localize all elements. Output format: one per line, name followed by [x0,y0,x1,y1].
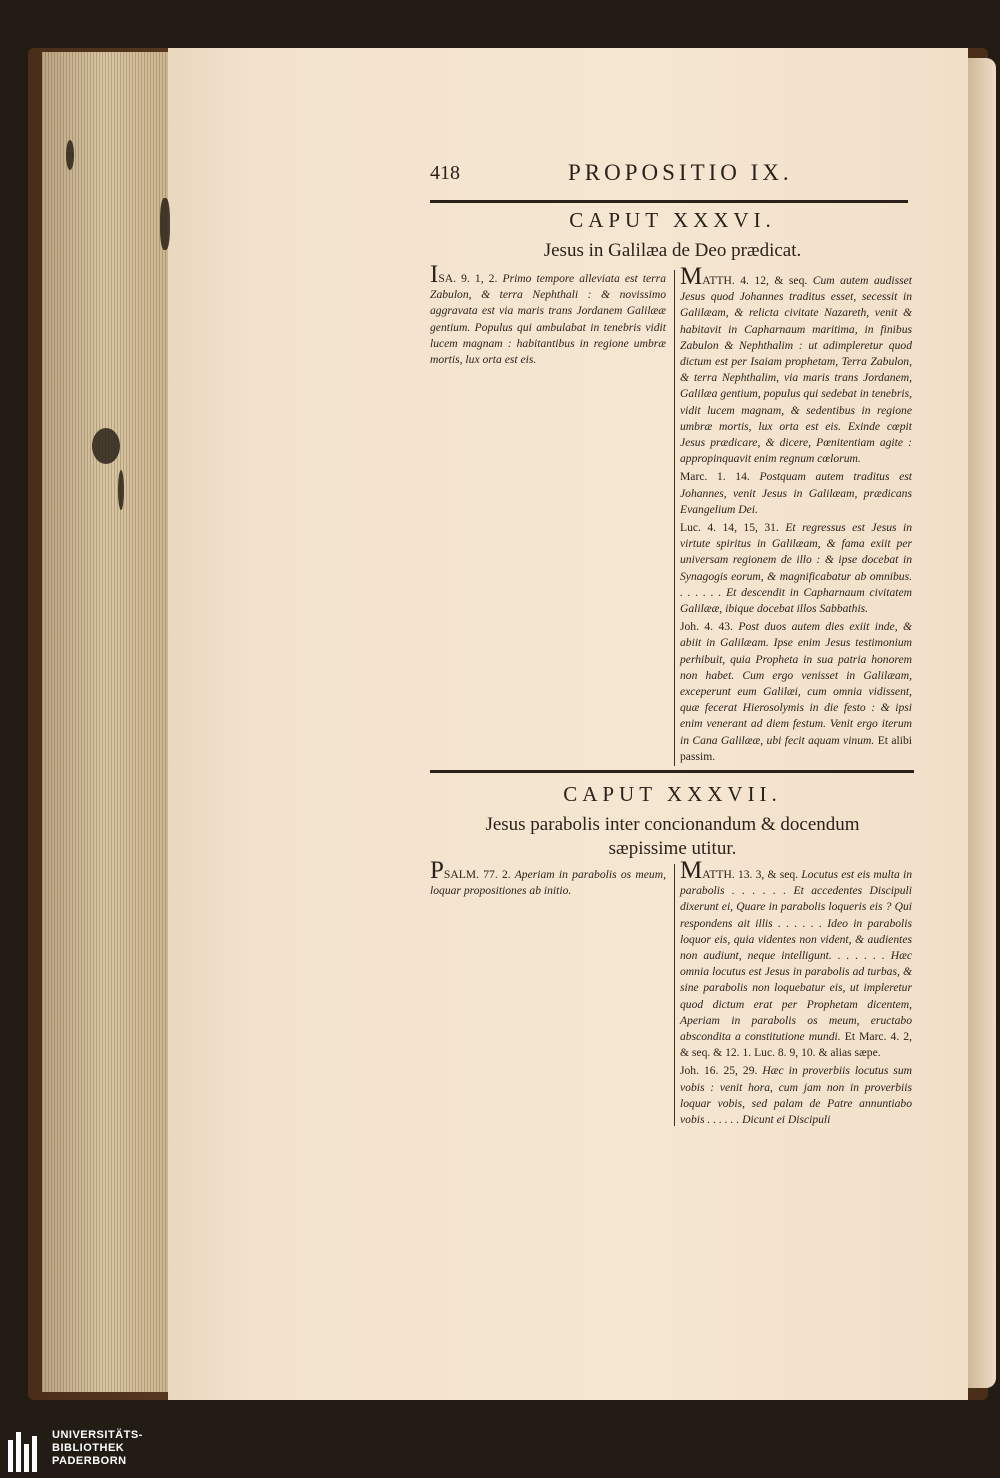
verse-reference: Marc. 1. 14. [680,470,750,484]
library-logo-text [52,1429,143,1468]
ink-stain [118,470,124,510]
verse-text: Locutus est eis multa in parabolis . . . . . . Et accedentes Discipuli dixerunt ei, Quare in parabolis loqueris eis ? Qui respondens ait illis . . . . . . Ideo in parabolis loquor eis, quia videntes non vident, & audientes non audiunt, neque intelligunt. . . . . . . Hæc omnia locutus est Jesus in parabolis ad turbas, & sine parabolis non loquebatur eis, ut impleretur quod dictum erat per Prophetam dicentem, Aperiam in parabolis os meum, eructabo abscondita a constitutione mundi. [680,868,912,1044]
ink-stain [92,428,120,464]
facing-page-edge [968,58,996,1388]
verse-reference: ATTH. 4. 12, & seq. [702,274,808,287]
verse-text: Cum autem audisset Jesus quod Johannes traditus esset, secessit in Galilæam, & relicta civitate Nazareth, venit & habitavit in Capharnaum maritima, in finibus Zabulon & Nephthalim : ut adimpleretur quod dictum est per Isaiam prophetam, Terra Zabulon, & terra Nephthalim, via maris trans Jordanem, Galilæa gentium, populus qui sedebat in tenebris, vidit lucem magnam, & sedentibus in regione umbræ mortis, lux orta est eis. Exinde cœpit Jesus prædicare, & dicere, Pœnitentiam agite : appropinquavit enim regnum cœlorum. [680,274,912,466]
verse-text: Et regressus est Jesus in virtute spiritus in Galilæam, & fama exiit per universam regionem de illo : & ipse docebat in Synagogis eorum, & magnificabatur ab omnibus. . . . . . . Et descendit in Capharnaum civitatem Galilææ, ibique docebat illos Sabbathis. [680,521,912,616]
chapter-36-left-column [430,261,666,370]
column-divider [674,270,675,766]
verse-entry [680,1063,912,1128]
verse-text: Post duos autem dies exiit inde, & abiit in Galilæam. Ipse enim Jesus testimonium perhibuit, quia Propheta in sua patria honorem non habet. Cum ergo venisset in Galilæam, exceperunt eum Galilæi, cum omnia vidissent, quæ fecerat Hierosolymis in die festo : & ipsi enim venerant ad diem festum. Venit ergo iterum in Cana Galilææ, ubi fecit aquam vinum. [680,620,913,747]
verse-entry [680,619,912,765]
chapter-37-left-column [430,857,666,901]
verse-reference: Joh. 4. 43. [680,620,733,634]
page-number: 418 [430,162,460,184]
logo-line-1: UNIVERSITÄTS- [52,1429,143,1441]
verse-entry [680,857,913,1061]
verse-reference: ATTH. 13. 3, & seq. [702,868,799,881]
chapter-rule [430,770,914,773]
ink-stain [66,140,74,170]
verse-text: Primo tempore alleviata est terra Zabulon, & terra Nephthali : & novissimo aggravata est via maris trans Jordanem Galilææ gentium. Populus qui ambulabat in tenebris vidit lucem magnam : habitantibus in regione umbræ mortis, lux orta est eis. [430,272,666,367]
verse-reference: Luc. 4. 14, 15, 31. [680,521,779,535]
library-logo-icon [8,1430,44,1472]
running-head [430,160,910,194]
verse-text: Hæc in proverbiis locutus sum vobis : venit hora, cum jam non in proverbiis loquar vobis, sed palam de Patre annuntiabo vobis . . . . . . Dicunt ei Discipuli [680,1064,912,1127]
library-logo [0,1420,200,1478]
verse-text: Postquam autem traditus est Johannes, venit Jesus in Galilæam, prædicans Evangelium Dei. [680,470,912,516]
ink-stain [160,198,170,250]
chapter-title: Jesus in Galilæa de Deo prædicat. [543,240,802,261]
page-edges [42,52,171,1392]
verse-entry [680,469,912,518]
verse-reference: Joh. 16. 25, 29. [680,1064,758,1078]
verse-text: Aperiam in parabolis os meum, loquar propositiones ab initio. [430,868,666,898]
verse-entry [680,520,912,617]
column-divider [674,864,675,1126]
drop-initial: I [430,261,439,288]
verse-entry [680,263,912,467]
logo-line-2: BIBLIOTHEK [52,1442,125,1454]
chapter-number: CAPUT XXXVII. [563,782,782,806]
drop-initial: M [680,857,703,884]
verse-reference: SA. 9. 1, 2. [438,272,498,285]
chapter-36-right-column [680,263,913,767]
running-title: PROPOSITIO IX. [568,160,793,185]
chapter-37-right-column [680,857,913,1130]
verse-tail: Et Marc. 4. 2, & seq. & 12. 1. Luc. 8. 9, 10. & alias sæpe. [680,1030,913,1060]
chapter-36-heading [430,208,915,263]
chapter-title-line-1: Jesus parabolis inter concionandum & docendum [485,814,860,835]
drop-initial: P [430,857,444,884]
verse-entry [430,261,666,368]
chapter-37-heading [430,782,915,861]
chapter-title-line-2: sæpissime utitur. [608,838,737,859]
logo-line-3: PADERBORN [52,1455,127,1467]
verse-tail: Et alibi passim. [680,733,912,763]
header-rule [430,200,908,203]
drop-initial: M [680,263,703,290]
verse-reference: SALM. 77. 2. [443,868,511,881]
verse-entry [430,857,666,899]
chapter-number: CAPUT XXXVI. [569,208,776,232]
